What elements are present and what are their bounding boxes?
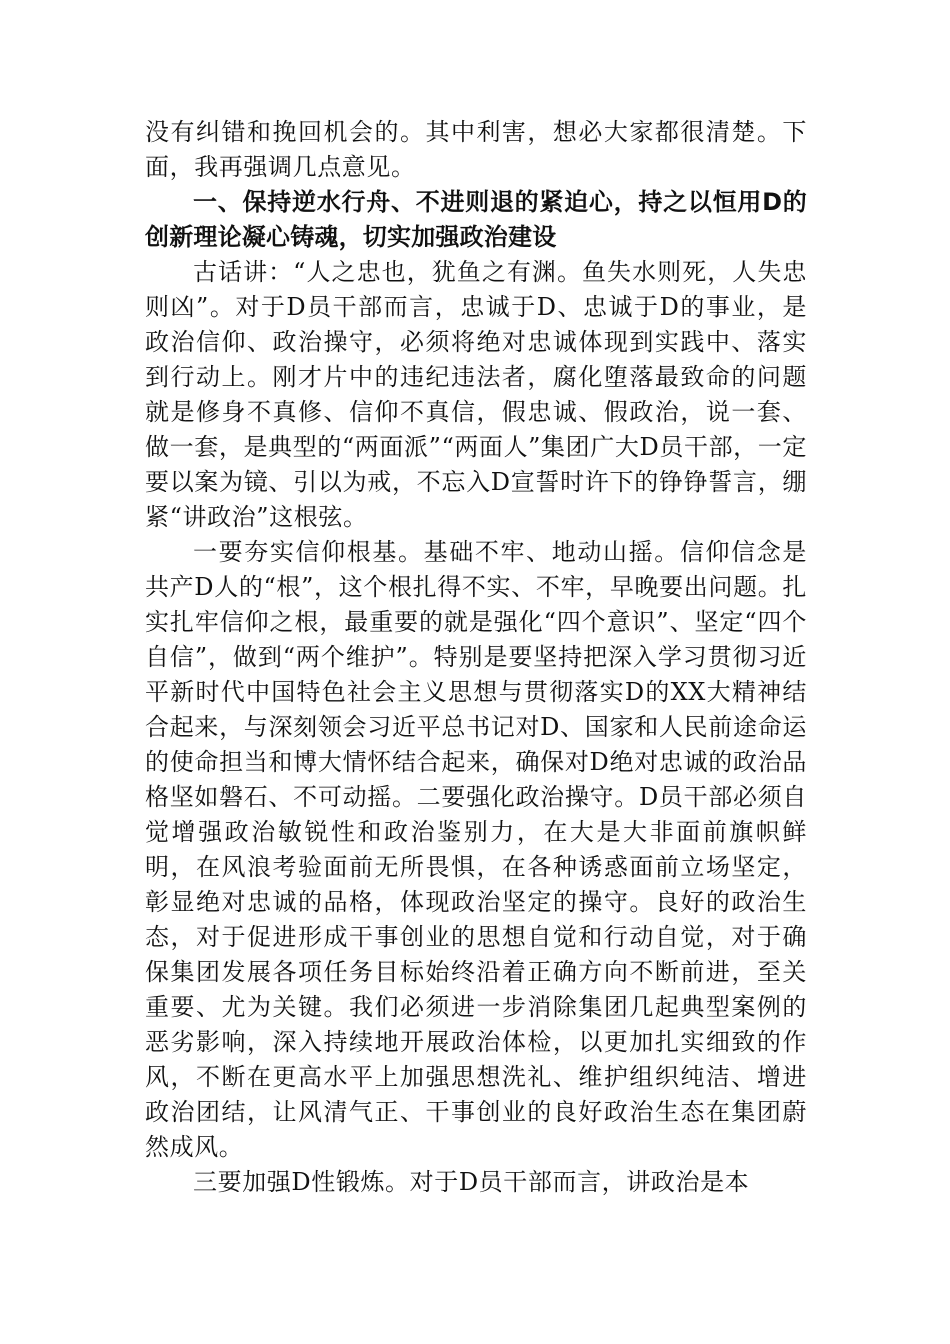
section-heading: 一、保持逆水行舟、不进则退的紧迫心，持之以恒用D的创新理论凝心铸魂，切实加强政治建设 bbox=[145, 188, 807, 251]
body-text bbox=[145, 115, 807, 1200]
paragraph-continuation: 没有纠错和挽回机会的。其中利害，想必大家都很清楚。下面，我再强调几点意见。 bbox=[145, 118, 807, 181]
paragraph-quote: 古话讲：“人之忠也，犹鱼之有渊。鱼失水则死，人失忠则凶”。对于D员干部而言，忠诚于D、忠诚于D的事业，是政治信仰、政治操守，必须将绝对忠诚体现到实践中、落实到行动上。刚才片中的违纪违法者，腐化堕落最致命的问题就是修身不真修、信仰不真信，假忠诚、假政治，说一套、做一套，是典型的“两面派”“两面人”集团广大D员干部，一定要以案为镜、引以为戒，不忘入D宣誓时许下的铮铮誓言，绷紧“讲政治”这根弦。 bbox=[145, 258, 807, 531]
paragraph-points: 一要夯实信仰根基。基础不牢、地动山摇。信仰信念是共产D人的“根”，这个根扎得不实、不牢，早晚要出问题。扎实扎牢信仰之根，最重要的就是强化“四个意识”、坚定“四个自信”，做到“两个维护”。特别是要坚持把深入学习贯彻习近平新时代中国特色社会主义思想与贯彻落实D的XX大精神结合起来，与深刻领会习近平总书记对D、国家和人民前途命运的使命担当和博大情怀结合起来，确保对D绝对忠诚的政治品格坚如磐石、不可动摇。二要强化政治操守。D员干部必须自觉增强政治敏锐性和政治鉴别力，在大是大非面前旗帜鲜明，在风浪考验面前无所畏惧，在各种诱惑面前立场坚定，彰显绝对忠诚的品格，体现政治坚定的操守。良好的政治生态，对于促进形成干事创业的思想自觉和行动自觉，对于确保集团发展各项任务目标始终沿着正确方向不断前进，至关重要、尤为关键。我们必须进一步消除集团几起典型案例的恶劣影响，深入持续地开展政治体检，以更加扎实细致的作风，不断在更高水平上加强思想洗礼、维护组织纯洁、增进政治团结，让风清气正、干事创业的良好政治生态在集团蔚然成风。 bbox=[145, 538, 807, 1161]
paragraph-last: 三要加强D性锻炼。对于D员干部而言，讲政治是本 bbox=[193, 1168, 750, 1196]
